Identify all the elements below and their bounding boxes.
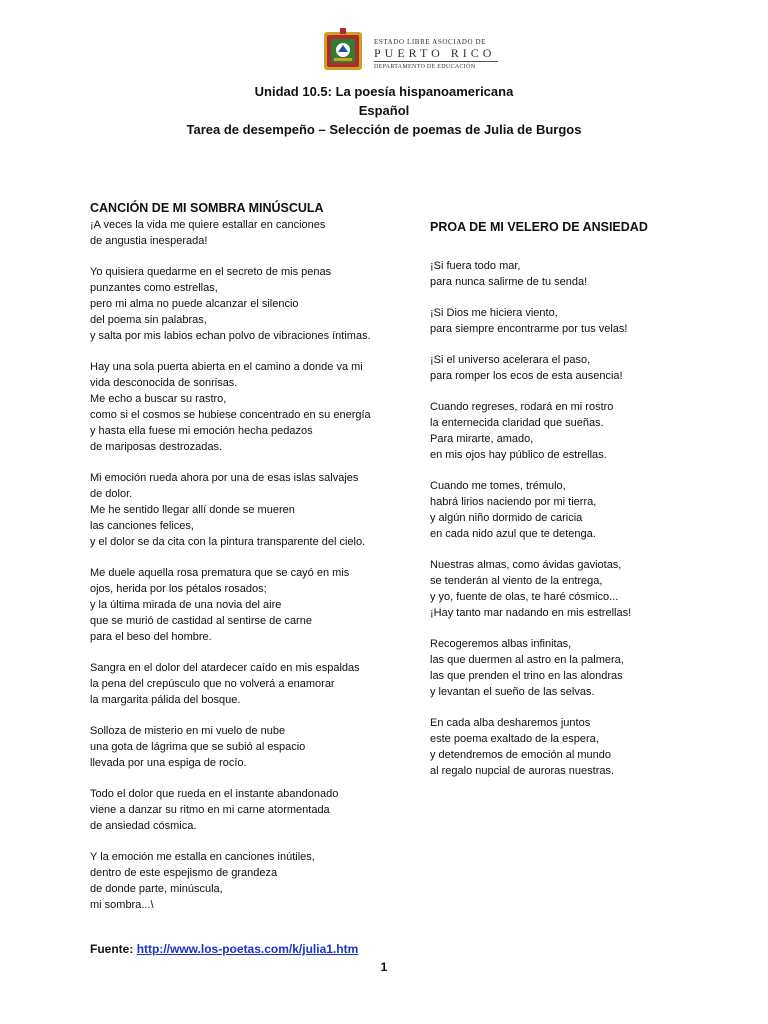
- verse-line: Nuestras almas, como ávidas gaviotas,: [430, 559, 622, 571]
- verse-line: ¡Si fuera todo mar,: [430, 260, 521, 272]
- page-number: 1: [380, 960, 388, 974]
- organization-name: [374, 38, 498, 71]
- verse-line: pero mi alma no puede alcanzar el silencio: [90, 298, 299, 310]
- source-citation: [90, 942, 358, 956]
- verse-line: vida desconocida de sonrisas.: [90, 377, 238, 389]
- verse-line: las que duermen al astro en la palmera,: [430, 654, 624, 666]
- verse-line: Me echo a buscar su rastro,: [90, 393, 227, 405]
- verse-line: la pena del crepúsculo que no volverá a enamorar: [90, 678, 335, 690]
- verse-line: y el dolor se da cita con la pintura transparente del cielo.: [90, 536, 366, 548]
- stanza: [430, 557, 730, 621]
- poem-title-left: CANCIÓN DE MI SOMBRA MINÚSCULA: [90, 201, 324, 215]
- stanza: [90, 849, 390, 913]
- verse-line: Solloza de misterio en mi vuelo de nube: [90, 725, 286, 737]
- stanza: [430, 399, 730, 463]
- verse-line: Sangra en el dolor del atardecer caído en mis espaldas: [90, 662, 360, 674]
- stanza: [430, 636, 730, 700]
- poem-right: [430, 219, 730, 794]
- stanza: [90, 217, 390, 249]
- poem-title-right: PROA DE MI VELERO DE ANSIEDAD: [430, 220, 648, 234]
- source-label: Fuente:: [90, 942, 134, 956]
- verse-line: para romper los ecos de esta ausencia!: [430, 370, 623, 382]
- verse-line: y salta por mis labios echan polvo de vibraciones íntimas.: [90, 330, 371, 342]
- verse-line: que se murió de castidad al sentirse de carne: [90, 615, 312, 627]
- verse-line: Para mirarte, amado,: [430, 433, 534, 445]
- stanza: [430, 258, 730, 290]
- source-link[interactable]: http://www.los-poetas.com/k/julia1.htm: [136, 942, 359, 956]
- verse-line: Y la emoción me estalla en canciones inútiles,: [90, 851, 315, 863]
- stanza: [90, 723, 390, 771]
- stanza: [90, 786, 390, 834]
- org-line-3: DEPARTAMENTO DE EDUCACIÓN: [374, 64, 476, 70]
- verse-line: Cuando me tomes, trémulo,: [430, 480, 566, 492]
- verse-line: y algún niño dormido de caricia: [430, 512, 583, 524]
- org-divider: [374, 61, 498, 62]
- verse-line: la margarita pálida del bosque.: [90, 694, 241, 706]
- stanza: [430, 352, 730, 384]
- verse-line: punzantes como estrellas,: [90, 282, 218, 294]
- stanza: [430, 478, 730, 542]
- verse-line: las canciones felices,: [90, 520, 194, 532]
- verse-line: las que prenden el trino en las alondras: [430, 670, 623, 682]
- verse-line: este poema exaltado de la espera,: [430, 733, 599, 745]
- verse-line: En cada alba desharemos juntos: [430, 717, 591, 729]
- verse-line: ¡Hay tanto mar nadando en mis estrellas!: [430, 607, 632, 619]
- verse-line: de ansiedad cósmica.: [90, 820, 197, 832]
- verse-line: en cada nido azul que te detenga.: [430, 528, 596, 540]
- verse-line: para el beso del hombre.: [90, 631, 212, 643]
- org-line-2: PUERTO RICO: [374, 46, 496, 60]
- org-line-1: ESTADO LIBRE ASOCIADO DE: [374, 38, 487, 46]
- verse-line: viene a danzar su ritmo en mi carne atormentada: [90, 804, 330, 816]
- verse-line: y detendremos de emoción al mundo: [430, 749, 611, 761]
- verse-line: Me he sentido llegar allí donde se mueren: [90, 504, 295, 516]
- verse-line: ¡Si Dios me hiciera viento,: [430, 307, 558, 319]
- poem-body-right: [430, 258, 730, 779]
- document-titles: [0, 82, 768, 139]
- verse-line: mi sombra...\: [90, 899, 154, 911]
- verse-line: Me duele aquella rosa prematura que se cayó en mis: [90, 567, 350, 579]
- letterhead: [318, 28, 508, 80]
- verse-line: llevada por una espiga de rocío.: [90, 757, 247, 769]
- verse-line: Hay una sola puerta abierta en el camino a donde va mi: [90, 361, 363, 373]
- stanza: [90, 565, 390, 645]
- unit-title: Unidad 10.5: La poesía hispanoamericana: [254, 84, 514, 99]
- verse-line: y la última mirada de una novia del aire: [90, 599, 282, 611]
- verse-line: la enternecida claridad que sueñas.: [430, 417, 604, 429]
- verse-line: de donde parte, minúscula,: [90, 883, 223, 895]
- stanza: [90, 660, 390, 708]
- verse-line: de angustia inesperada!: [90, 235, 208, 247]
- verse-line: se tenderán al viento de la entrega,: [430, 575, 603, 587]
- verse-line: una gota de lágrima que se subió al espacio: [90, 741, 306, 753]
- verse-line: Yo quisiera quedarme en el secreto de mis penas: [90, 266, 332, 278]
- verse-line: ¡A veces la vida me quiere estallar en canciones: [90, 219, 326, 231]
- stanza: [90, 470, 390, 550]
- verse-line: dentro de este espejismo de grandeza: [90, 867, 278, 879]
- stanza: [430, 305, 730, 337]
- verse-line: para nunca salirme de tu senda!: [430, 276, 588, 288]
- verse-line: para siempre encontrarme por tus velas!: [430, 323, 628, 335]
- verse-line: ¡Si el universo acelerara el paso,: [430, 354, 591, 366]
- verse-line: y hasta ella fuese mi emoción hecha pedazos: [90, 425, 313, 437]
- verse-line: de mariposas destrozadas.: [90, 441, 223, 453]
- verse-line: al regalo nupcial de auroras nuestras.: [430, 765, 615, 777]
- verse-line: ojos, herida por los pétalos rosados;: [90, 583, 267, 595]
- verse-line: como si el cosmos se hubiese concentrado en su energía: [90, 409, 371, 421]
- stanza: [430, 715, 730, 779]
- verse-line: Todo el dolor que rueda en el instante abandonado: [90, 788, 339, 800]
- verse-line: y levantan el sueño de las selvas.: [430, 686, 595, 698]
- verse-line: y yo, fuente de olas, te haré cósmico...: [430, 591, 619, 603]
- verse-line: Recogeremos albas infinitas,: [430, 638, 572, 650]
- poem-body-left: [90, 217, 390, 913]
- verse-line: en mis ojos hay público de estrellas.: [430, 449, 607, 461]
- task-title: Tarea de desempeño – Selección de poemas de Julia de Burgos: [186, 122, 582, 137]
- subject-title: Español: [358, 103, 410, 118]
- verse-line: Cuando regreses, rodará en mi rostro: [430, 401, 614, 413]
- verse-line: habrá lirios naciendo por mi tierra,: [430, 496, 597, 508]
- verse-line: Mi emoción rueda ahora por una de esas islas salvajes: [90, 472, 359, 484]
- seal-icon: [320, 28, 366, 74]
- stanza: [90, 359, 390, 455]
- verse-line: del poema sin palabras,: [90, 314, 207, 326]
- poem-left: [90, 200, 390, 928]
- verse-line: de dolor.: [90, 488, 133, 500]
- stanza: [90, 264, 390, 344]
